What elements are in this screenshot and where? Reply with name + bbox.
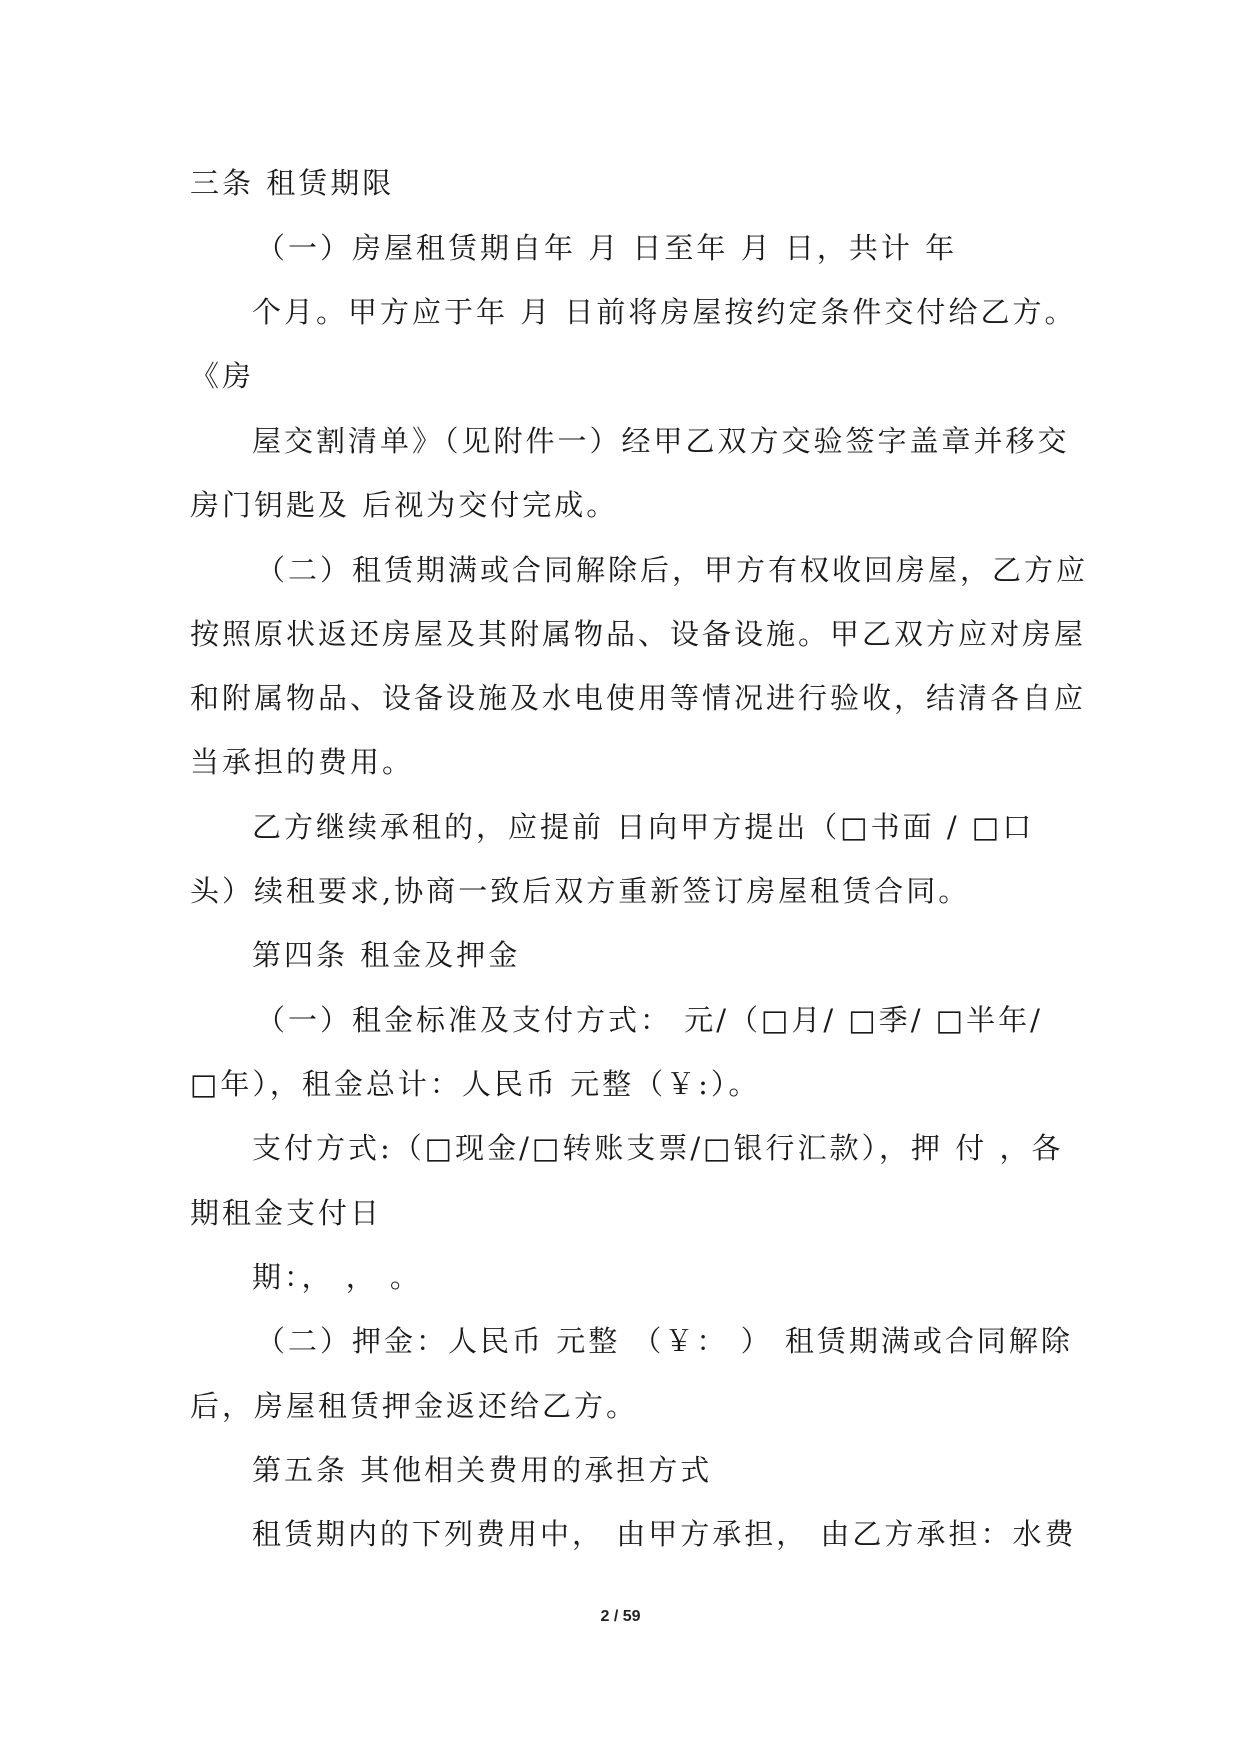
paragraph-line: 个月。甲方应于年 月 日前将房屋按约定条件交付给乙方。 (252, 295, 1077, 329)
page-number: 2 / 59 (600, 1608, 641, 1625)
paragraph-line: （一）租金标准及支付方式： 元/（□月/ □季/ □半年/ (256, 1003, 1043, 1037)
paragraph-line: （二）租赁期满或合同解除后，甲方有权收回房屋，乙方应 (256, 553, 1089, 587)
paragraph-line: 屋交割清单》（见附件一）经甲乙双方交验签字盖章并移交 (252, 424, 1070, 458)
paragraph-line: 和附属物品、设备设施及水电使用等情况进行验收，结清各自应 (190, 681, 1087, 715)
paragraph-line: 乙方继续承租的，应提前 日向甲方提出（□书面 / □口 (252, 810, 1035, 844)
paragraph-line: 《房 (190, 359, 255, 393)
paragraph-line: 后，房屋租赁押金返还给乙方。 (190, 1389, 639, 1423)
paragraph-line: □年），租金总计：人民币 元整（￥:）。 (190, 1067, 761, 1101)
paragraph-line: 房门钥匙及 后视为交付完成。 (190, 488, 619, 522)
paragraph-line: 当承担的费用。 (190, 745, 415, 779)
article-5-heading: 第五条 其他相关费用的承担方式 (252, 1453, 713, 1487)
article-3-heading: 三条 租赁期限 (190, 166, 395, 200)
paragraph-line: （一）房屋租赁期自年 月 日至年 月 日，共计 年 (256, 231, 958, 265)
paragraph-line: 租赁期内的下列费用中， 由甲方承担， 由乙方承担：水费 (252, 1517, 1077, 1551)
paragraph-line: 按照原状返还房屋及其附属物品、设备设施。甲乙双方应对房屋 (190, 617, 1087, 651)
article-4-heading: 第四条 租金及押金 (252, 938, 521, 972)
paragraph-line: 期租金支付日 (190, 1196, 383, 1230)
paragraph-line: 期：， ， 。 (252, 1260, 422, 1294)
paragraph-line: （二）押金：人民币 元整 （￥： ） 租赁期满或合同解除 (256, 1324, 1073, 1358)
paragraph-line: 头）续租要求,协商一致后双方重新签订房屋租赁合同。 (190, 874, 971, 908)
paragraph-line: 支付方式:（□现金/□转账支票/□银行汇款），押 付 ，各 (252, 1131, 1064, 1165)
